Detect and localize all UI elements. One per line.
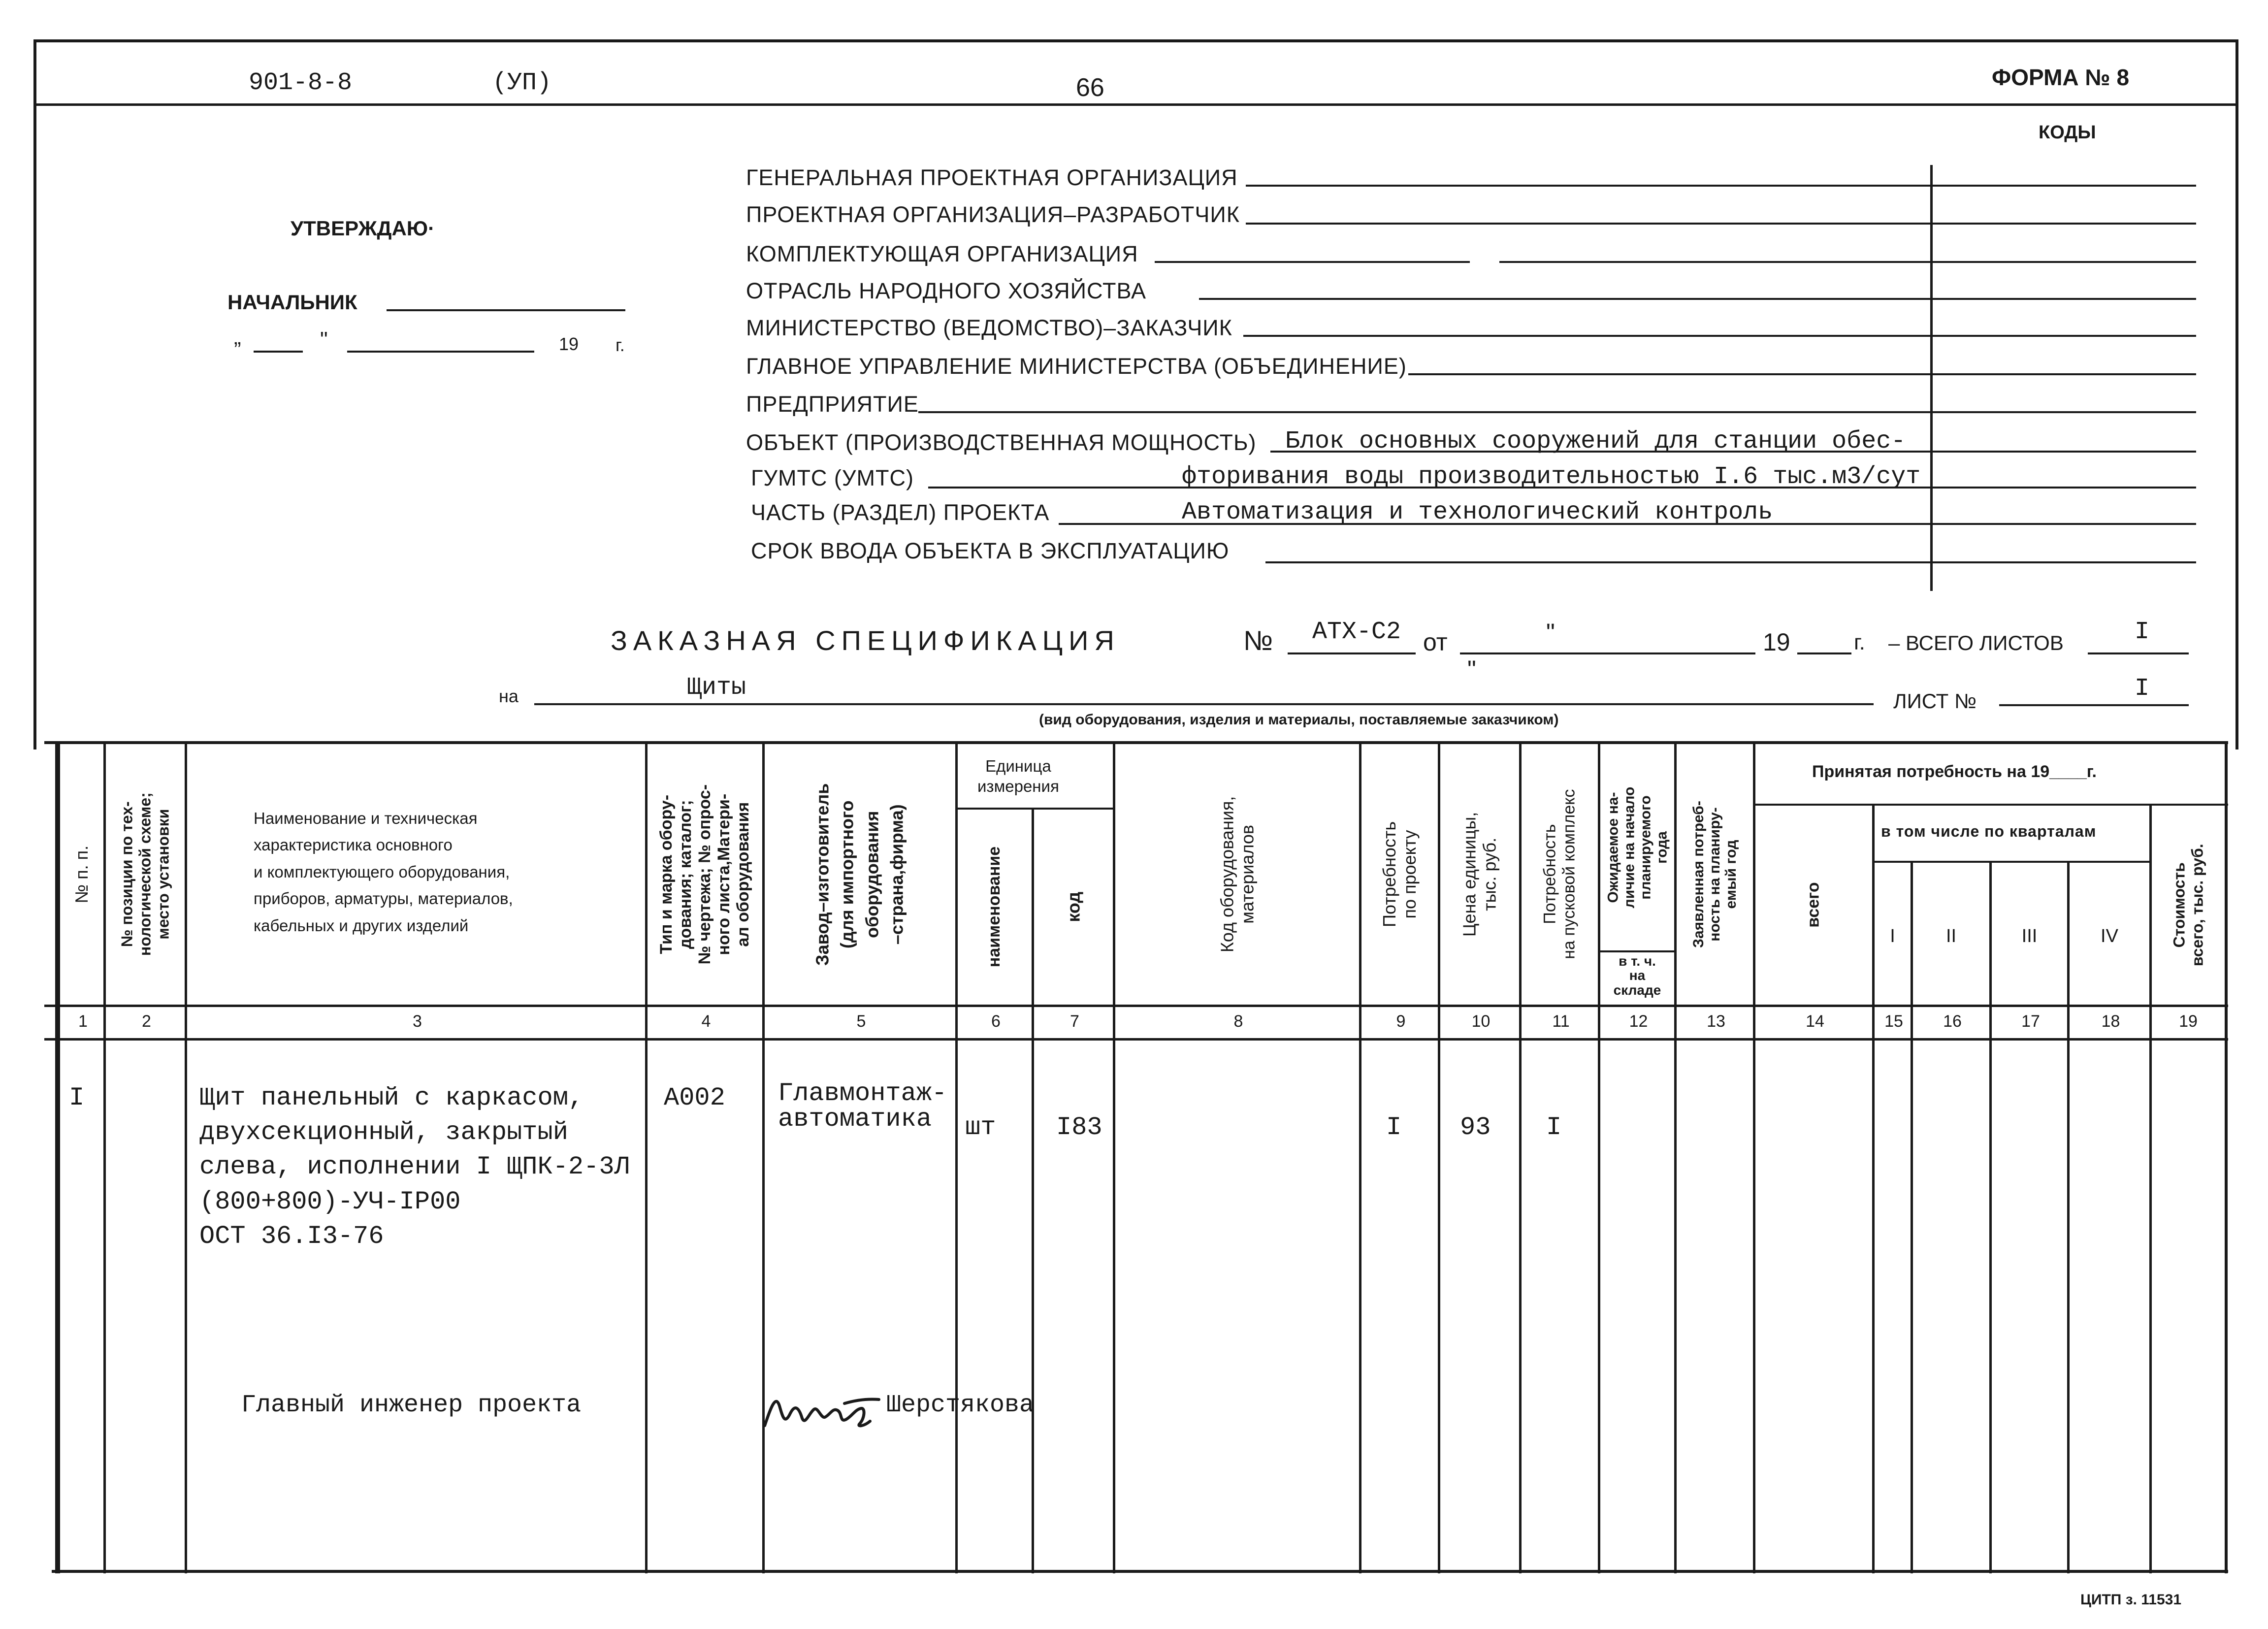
org-label-general: ГЕНЕРАЛЬНАЯ ПРОЕКТНАЯ ОРГАНИЗАЦИЯ bbox=[746, 165, 1238, 190]
row-name-line: (800+800)-УЧ-IР00 bbox=[199, 1187, 461, 1216]
org-value-gumts: фторивания воды производительностью I.6 тыс.м3/сут bbox=[1182, 463, 1921, 491]
org-line-deadline bbox=[1265, 561, 2196, 563]
table-vline-17 bbox=[1989, 861, 1992, 1573]
table-colnum-top bbox=[44, 1005, 2228, 1007]
spec-caption: (вид оборудования, изделия и материалы, поставляемые заказчиком) bbox=[1039, 712, 1559, 728]
column-number: 13 bbox=[1707, 1012, 1725, 1031]
org-line-object bbox=[1270, 451, 2196, 453]
header-c18: IV bbox=[2101, 926, 2118, 946]
org-label-branch: ОТРАСЛЬ НАРОДНОГО ХОЗЯЙСТВА bbox=[746, 278, 1147, 303]
column-number: 6 bbox=[991, 1012, 1001, 1031]
approval-approve: УТВЕРЖДАЮ· bbox=[291, 217, 435, 240]
row-type: А002 bbox=[664, 1083, 725, 1112]
row-price: 93 bbox=[1460, 1113, 1491, 1142]
org-line-part bbox=[1059, 523, 2196, 525]
spec-number: АТХ-С2 bbox=[1312, 618, 1401, 646]
spec-on-line bbox=[534, 703, 1874, 705]
table-vline-15 bbox=[1872, 804, 1875, 1573]
spec-total-sheets-label: – ВСЕГО ЛИСТОВ bbox=[1888, 631, 2064, 654]
approval-year: 19 bbox=[559, 334, 579, 354]
org-label-enterprise: ПРЕДПРИЯТИЕ bbox=[746, 391, 919, 417]
table-right-border bbox=[2225, 741, 2228, 1573]
spec-title: ЗАКАЗНАЯ СПЕЦИФИКАЦИЯ bbox=[611, 625, 1120, 656]
org-label-part: ЧАСТЬ (РАЗДЕЛ) ПРОЕКТА bbox=[751, 500, 1050, 525]
column-number: 7 bbox=[1070, 1012, 1079, 1031]
codes-label: КОДЫ bbox=[2039, 122, 2096, 143]
column-number: 17 bbox=[2021, 1012, 2040, 1031]
header-accepted-group: Принятая потребность на 19____г. bbox=[1812, 762, 2097, 781]
footer-stamp: ЦИТП з. 11531 bbox=[2080, 1592, 2182, 1608]
spec-on-value: Щиты bbox=[687, 674, 746, 702]
org-line-supplier-b bbox=[1499, 261, 2196, 263]
spec-date-line bbox=[1460, 652, 1755, 654]
column-number: 2 bbox=[142, 1012, 151, 1031]
approval-date-close-quote: " bbox=[320, 327, 328, 352]
frame-top bbox=[33, 39, 2238, 42]
header-c12-bottom: в т. ч. на складе bbox=[1613, 953, 1661, 998]
org-line-ministry bbox=[1243, 335, 2196, 337]
spec-number-line bbox=[1288, 652, 1416, 654]
header-c16: II bbox=[1945, 926, 1957, 946]
table-vline-16 bbox=[1911, 861, 1913, 1573]
column-number: 15 bbox=[1884, 1012, 1903, 1031]
spec-sheet-number: I bbox=[2135, 675, 2150, 703]
org-line-developer bbox=[1246, 223, 2196, 225]
spec-on-label: на bbox=[499, 686, 518, 706]
header-c15: I bbox=[1890, 926, 1895, 946]
header-c19: Стоимость всего, тыс. руб. bbox=[2170, 844, 2206, 967]
approval-date-open-quote: „ bbox=[234, 325, 241, 349]
approval-chief: НАЧАЛЬНИК bbox=[227, 291, 357, 314]
org-line-supplier-a bbox=[1155, 261, 1470, 263]
row-unit-code: I83 bbox=[1056, 1113, 1102, 1142]
spec-quote-bottom: " bbox=[1467, 655, 1476, 683]
frame-left bbox=[33, 39, 36, 749]
header-c4: Тип и марка обору- дования; каталог; № чертежа; № опрос- ного листа,Матери- ал оборудования bbox=[656, 784, 753, 965]
column-number: 10 bbox=[1471, 1012, 1490, 1031]
org-label-gumts: ГУМТС (УМТС) bbox=[751, 465, 914, 490]
approval-chief-line bbox=[387, 309, 625, 311]
header-c3: Наименование и техническая характеристика основного и комплектующего оборудования, приборов, арматуры, материалов, кабельных и других изделий bbox=[254, 809, 513, 935]
approval-day-line bbox=[254, 351, 303, 353]
table-bottom bbox=[52, 1570, 2228, 1573]
column-number: 3 bbox=[413, 1012, 422, 1031]
column-number: 11 bbox=[1552, 1012, 1570, 1031]
org-line-main-directorate bbox=[1408, 373, 2196, 375]
header-c10: Цена единицы, тыс. руб. bbox=[1459, 812, 1500, 937]
header-quarters-group: в том числе по кварталам bbox=[1881, 822, 2097, 840]
row-name-line: слева, исполнении I ЩПК-2-3Л bbox=[199, 1152, 630, 1182]
header-c9: Потребность по проекту bbox=[1379, 821, 1420, 927]
org-line-gumts bbox=[928, 487, 2196, 489]
codes-divider bbox=[1930, 165, 1933, 591]
column-number: 9 bbox=[1396, 1012, 1406, 1031]
column-number: 14 bbox=[1806, 1012, 1824, 1031]
spec-total-sheets: I bbox=[2135, 618, 2150, 646]
row-launch: I bbox=[1546, 1113, 1562, 1142]
header-divider bbox=[33, 103, 2238, 106]
spec-year-line bbox=[1797, 652, 1851, 654]
handwritten-signature-icon bbox=[761, 1379, 889, 1438]
spec-quote-top: " bbox=[1546, 619, 1555, 646]
header-c8: Код оборудования, материалов bbox=[1217, 796, 1258, 953]
spec-sheet-label: ЛИСТ № bbox=[1893, 689, 1977, 713]
spec-number-label: № bbox=[1243, 625, 1273, 656]
header-c13: Заявленная потреб- ность на планиру- емый год bbox=[1690, 801, 1740, 948]
row-num: I bbox=[69, 1083, 85, 1112]
row-name-line: ОСТ 36.I3-76 bbox=[199, 1221, 384, 1251]
spec-total-sheets-line bbox=[2088, 652, 2189, 654]
table-vline-18 bbox=[2067, 861, 2070, 1573]
approval-year-suffix: г. bbox=[616, 335, 625, 355]
row-name bbox=[199, 1081, 630, 1254]
spec-year: 19 bbox=[1763, 628, 1790, 656]
spec-sheet-line bbox=[1999, 704, 2189, 706]
header-c14: всего bbox=[1804, 882, 1823, 928]
org-label-deadline: СРОК ВВОДА ОБЪЕКТА В ЭКСПЛУАТАЦИЮ bbox=[751, 538, 1230, 563]
header-unit-group: Единица измерения bbox=[977, 757, 1059, 796]
column-number: 8 bbox=[1233, 1012, 1243, 1031]
org-label-ministry: МИНИСТЕРСТВО (ВЕДОМСТВО)–ЗАКАЗЧИК bbox=[746, 315, 1232, 340]
column-number: 12 bbox=[1629, 1012, 1648, 1031]
table-c12-rule bbox=[1598, 950, 1674, 952]
spec-year-suffix: г. bbox=[1854, 630, 1865, 654]
doc-tag: (УП) bbox=[492, 69, 552, 97]
row-maker-line: Главмонтаж- bbox=[778, 1079, 947, 1108]
column-number: 18 bbox=[2101, 1012, 2120, 1031]
header-c17: III bbox=[2021, 926, 2038, 946]
table-quarters-rule bbox=[1872, 861, 2151, 863]
header-c2: № позиции по тех- нологической схеме; место установки bbox=[118, 792, 172, 956]
row-name-line: Щит панельный с каркасом, bbox=[199, 1083, 584, 1112]
org-label-supplier: КОМПЛЕКТУЮЩАЯ ОРГАНИЗАЦИЯ bbox=[746, 241, 1138, 266]
column-number: 1 bbox=[78, 1012, 88, 1031]
doc-code: 901-8-8 bbox=[249, 69, 353, 97]
org-value-part: Автоматизация и технологический контроль bbox=[1182, 498, 1773, 526]
org-label-developer: ПРОЕКТНАЯ ОРГАНИЗАЦИЯ–РАЗРАБОТЧИК bbox=[746, 202, 1240, 227]
column-number: 19 bbox=[2179, 1012, 2198, 1031]
header-c7: код bbox=[1063, 892, 1084, 922]
signature-name: Шерстякова bbox=[886, 1391, 1035, 1419]
signature-role: Главный инженер проекта bbox=[241, 1391, 582, 1419]
org-label-object: ОБЪЕКТ (ПРОИЗВОДСТВЕННАЯ МОЩНОСТЬ) bbox=[746, 430, 1257, 455]
org-line-general bbox=[1246, 185, 2196, 187]
header-c6: наименование bbox=[985, 847, 1004, 968]
frame-right bbox=[2236, 39, 2238, 749]
column-number: 5 bbox=[856, 1012, 866, 1031]
org-line-enterprise bbox=[918, 411, 2196, 413]
column-number: 4 bbox=[701, 1012, 711, 1031]
header-c12-top: Ожидаемое на- личие на начало планируемого года bbox=[1605, 786, 1670, 908]
org-line-branch bbox=[1199, 298, 2196, 300]
row-need: I bbox=[1386, 1113, 1402, 1142]
row-unit-name: шт bbox=[965, 1113, 996, 1142]
table-left-border bbox=[55, 741, 60, 1573]
spec-from-label: от bbox=[1423, 628, 1448, 656]
table-colnum-bottom bbox=[44, 1038, 2228, 1041]
column-number: 16 bbox=[1943, 1012, 1962, 1031]
header-c1: № п. п. bbox=[71, 845, 92, 904]
org-label-main-directorate: ГЛАВНОЕ УПРАВЛЕНИЕ МИНИСТЕРСТВА (ОБЪЕДИНЕНИЕ) bbox=[746, 354, 1407, 379]
row-name-line: двухсекционный, закрытый bbox=[199, 1118, 568, 1147]
approval-month-line bbox=[347, 351, 534, 353]
row-maker bbox=[778, 1081, 947, 1132]
header-c11: Потребность на пусковой комплекс bbox=[1540, 789, 1579, 960]
header-c5: Завод–изготовитель (для импортного оборудования –страна,фирма) bbox=[812, 783, 907, 966]
table-vline-3 bbox=[185, 741, 187, 1573]
row-maker-line: автоматика bbox=[778, 1105, 932, 1134]
org-value-object: Блок основных сооружений для станции обес- bbox=[1285, 427, 1906, 456]
page-number: 66 bbox=[1076, 73, 1104, 102]
form-label: ФОРМА № 8 bbox=[1992, 65, 2130, 90]
